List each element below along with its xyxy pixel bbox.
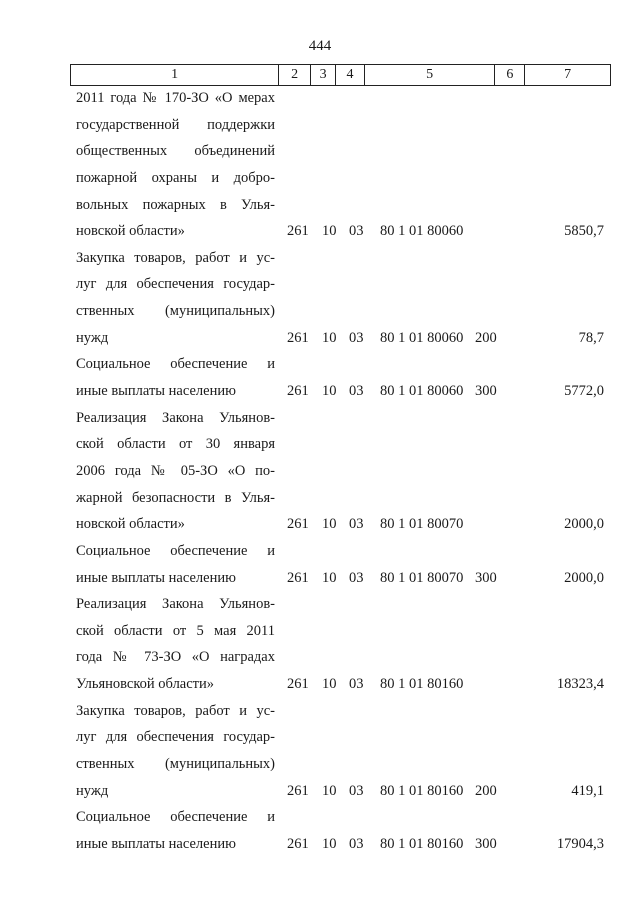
column-2-value: 261 [287, 835, 309, 852]
row-description: ственных (муниципальных) [76, 756, 275, 773]
table-row [0, 805, 640, 832]
column-6-value: 300 [475, 835, 497, 852]
header-cell-2: 2 [279, 65, 311, 85]
column-5-value: 80 1 01 80070 [380, 516, 464, 533]
page-number: 444 [308, 38, 332, 54]
column-7-value: 2000,0 [564, 569, 604, 586]
table-row [0, 672, 640, 699]
table-row [0, 193, 640, 220]
row-description: 2006 года № 05-ЗО «О по- [76, 462, 275, 479]
table-row [0, 699, 640, 726]
column-7-value: 18323,4 [556, 676, 604, 693]
row-description: государственной поддержки [76, 116, 275, 133]
column-6-value: 200 [475, 329, 497, 346]
column-5-value: 80 1 01 80060 [380, 223, 464, 240]
table-row [0, 139, 640, 166]
header-cell-1: 1 [71, 65, 279, 85]
column-4-value: 03 [349, 329, 364, 346]
table-row [0, 592, 640, 619]
row-description: новской области» [76, 516, 185, 533]
column-3-value: 10 [322, 569, 337, 586]
column-5-value: 80 1 01 80160 [380, 835, 464, 852]
column-3-value: 10 [322, 516, 337, 533]
column-3-value: 10 [322, 383, 337, 400]
row-description: луг для обеспечения государ- [76, 276, 275, 293]
row-description: Реализация Закона Ульянов- [76, 409, 275, 426]
table-row [0, 486, 640, 513]
column-3-value: 10 [322, 676, 337, 693]
column-5-value: 80 1 01 80060 [380, 329, 464, 346]
column-6-value: 300 [475, 383, 497, 400]
column-7-value: 5850,7 [564, 223, 604, 240]
column-2-value: 261 [287, 569, 309, 586]
table-row [0, 326, 640, 353]
row-description: пожарной охраны и добро- [76, 169, 275, 186]
row-description: иные выплаты населению [76, 569, 236, 586]
column-5-value: 80 1 01 80060 [380, 383, 464, 400]
column-3-value: 10 [322, 329, 337, 346]
column-7-value: 2000,0 [564, 516, 604, 533]
row-description: жарной безопасности в Улья- [76, 489, 275, 506]
row-description: Социальное обеспечение и [76, 356, 275, 373]
table-row [0, 219, 640, 246]
header-cell-5: 5 [365, 65, 496, 85]
column-3-value: 10 [322, 782, 337, 799]
table-row [0, 272, 640, 299]
table-row [0, 619, 640, 646]
column-2-value: 261 [287, 676, 309, 693]
column-7-value: 5772,0 [564, 383, 604, 400]
table-row [0, 86, 640, 113]
column-2-value: 261 [287, 782, 309, 799]
header-cell-3: 3 [311, 65, 336, 85]
column-4-value: 03 [349, 782, 364, 799]
column-7-value: 419,1 [571, 782, 604, 799]
column-6-value: 200 [475, 782, 497, 799]
table-row [0, 406, 640, 433]
column-3-value: 10 [322, 835, 337, 852]
table-row [0, 299, 640, 326]
row-description: Закупка товаров, работ и ус- [76, 702, 275, 719]
header-cell-7: 7 [564, 67, 572, 82]
row-description: луг для обеспечения государ- [76, 729, 275, 746]
column-7-value: 78,7 [578, 329, 604, 346]
row-description: нужд [76, 329, 109, 346]
table-row [0, 113, 640, 140]
row-description: иные выплаты населению [76, 383, 236, 400]
row-description: ской области от 30 января [76, 436, 275, 453]
row-description: нужд [76, 782, 109, 799]
column-5-value: 80 1 01 80160 [380, 676, 464, 693]
table-body [0, 86, 640, 859]
column-6-value: 300 [475, 569, 497, 586]
table-row [0, 539, 640, 566]
table-row [0, 779, 640, 806]
row-description: года № 73-ЗО «О наградах [76, 649, 275, 666]
column-4-value: 03 [349, 676, 364, 693]
row-description: вольных пожарных в Улья- [76, 196, 275, 213]
row-description: Социальное обеспечение и [76, 809, 275, 826]
row-description: ской области от 5 мая 2011 [76, 622, 275, 639]
row-description: ственных (муниципальных) [76, 303, 275, 320]
table-row [0, 725, 640, 752]
row-description: иные выплаты населению [76, 835, 236, 852]
table-row [0, 352, 640, 379]
table-row [0, 379, 640, 406]
table-row [0, 246, 640, 273]
column-4-value: 03 [349, 223, 364, 240]
row-description: 2011 года № 170-ЗО «О мерах [76, 90, 275, 106]
column-2-value: 261 [287, 383, 309, 400]
table-row [0, 832, 640, 859]
table-row [0, 512, 640, 539]
column-4-value: 03 [349, 516, 364, 533]
column-2-value: 261 [287, 329, 309, 346]
table-header [70, 64, 611, 86]
column-4-value: 03 [349, 569, 364, 586]
header-cell-4: 4 [336, 65, 365, 85]
column-4-value: 03 [349, 383, 364, 400]
table-row [0, 645, 640, 672]
row-description: Социальное обеспечение и [76, 542, 275, 559]
table-row [0, 566, 640, 593]
header-cell-6: 6 [495, 65, 525, 85]
row-description: Закупка товаров, работ и ус- [76, 249, 275, 266]
column-4-value: 03 [349, 835, 364, 852]
column-5-value: 80 1 01 80160 [380, 782, 464, 799]
column-2-value: 261 [287, 223, 309, 240]
row-description: новской области» [76, 223, 185, 240]
table-row [0, 752, 640, 779]
column-2-value: 261 [287, 516, 309, 533]
table-row [0, 166, 640, 193]
column-5-value: 80 1 01 80070 [380, 569, 464, 586]
table-row [0, 459, 640, 486]
row-description: Реализация Закона Ульянов- [76, 596, 275, 613]
row-description: Ульяновской области» [76, 676, 215, 693]
row-description: общественных объединений [76, 143, 275, 160]
table-row [0, 432, 640, 459]
column-3-value: 10 [322, 223, 337, 240]
column-7-value: 17904,3 [556, 835, 604, 852]
